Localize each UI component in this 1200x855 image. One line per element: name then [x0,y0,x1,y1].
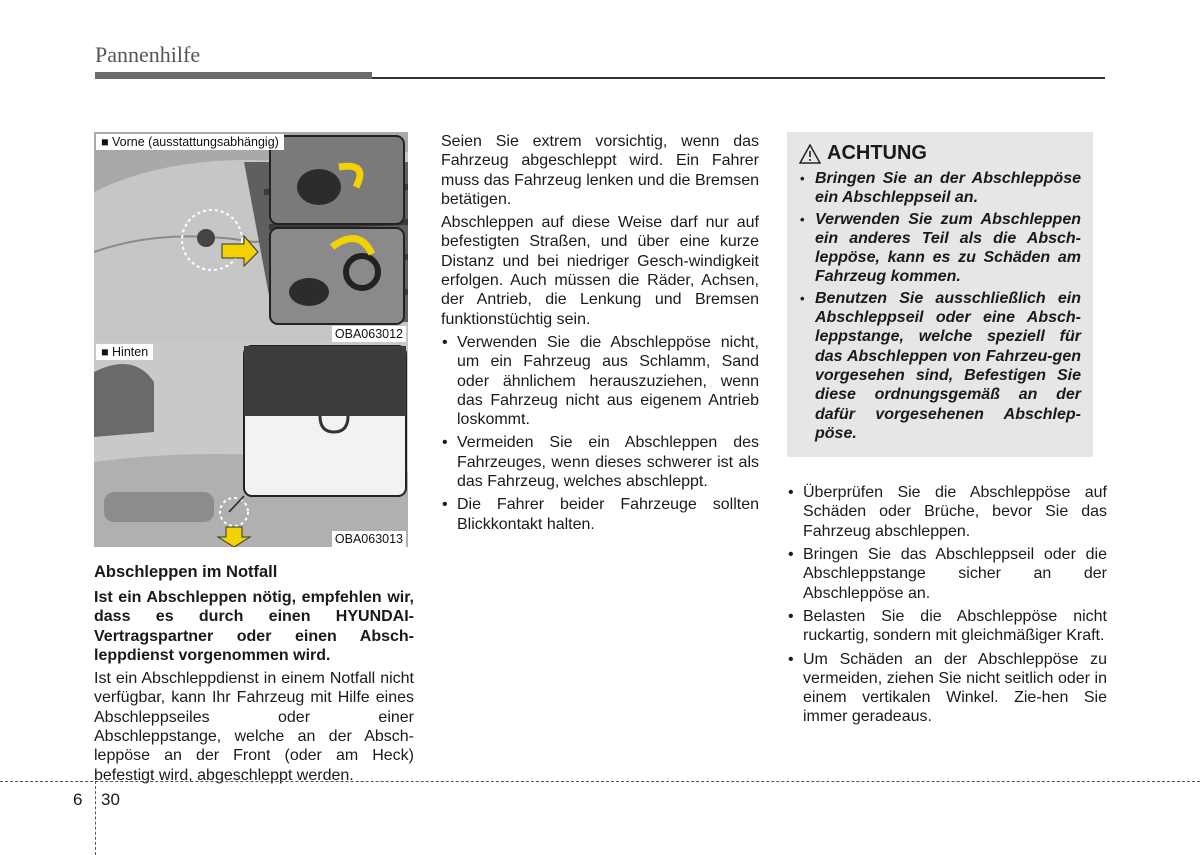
warning-triangle-icon [799,144,821,164]
middle-column [441,132,759,538]
list-item: • Benutzen Sie ausschließlich ein Abschleppseil oder eine Absch-leppstange, welche speziell für das Abschleppen von Fahrzeu-gen vorgesehen sind, Befestigen Sie diese ordnungsgemäß an der dafür vorgesehenen Abschlep-pöse. [799,289,1081,443]
middle-paragraph-1: Seien Sie extrem vorsichtig, wenn das Fahrzeug abgeschleppt wird. Ein Fahrer muss das Fahrzeug lenken und die Bremsen betätigen. [441,133,759,208]
section-intro-bold: Ist ein Abschleppen nötig, empfehlen wir, dass es durch einen HYUNDAI-Vertragspartner oder einen Absch-leppdienst vorgenommen wird. [94,589,414,664]
figure-front-label: ■ Vorne (ausstattungsabhängig) [96,134,284,150]
caution-header [799,142,1081,165]
list-item: • Belasten Sie die Abschleppöse nicht ruckartig, sondern mit gleichmäßiger Kraft. [787,607,1107,646]
page-number: 30 [101,790,120,809]
list-item: • Die Fahrer beider Fahrzeuge sollten Blickkontakt halten. [441,495,759,534]
right-bullet-list [787,483,1107,727]
figure-front-code: OBA063012 [332,326,406,342]
header-rule [372,77,1105,79]
right-column [787,132,1107,731]
list-item: • Um Schäden an der Abschleppöse zu vermeiden, ziehen Sie nicht seitlich oder in einem vertikalen Winkel. Zie-hen Sie immer geradeaus. [787,650,1107,727]
section-heading: Abschleppen im Notfall [94,563,278,581]
figure-rear-tow-hook [94,342,408,547]
figure-rear-code: OBA063013 [332,531,406,547]
left-column [94,132,414,789]
front-bumper-illustration [94,132,408,342]
header-accent-bar [95,72,372,79]
section-intro: Ist ein Abschleppdienst in einem Notfall nicht verfügbar, kann Ihr Fahrzeug mit Hilfe eines Abschleppseiles oder einer Abschleppstange, welche an der Absch-leppöse an der Front (oder am Heck) befestigt wird, abgeschleppt werden. [94,670,414,784]
list-item: • Bringen Sie das Abschleppseil oder die Abschleppstange sicher an der Abschleppöse an. [787,545,1107,603]
footer-divider [0,781,1200,782]
caution-list [799,169,1081,443]
caution-title: ACHTUNG [827,142,927,164]
list-item: • Verwenden Sie zum Abschleppen ein anderes Teil als die Absch-leppöse, kann es zu Schäden am Fahrzeug kommen. [799,210,1081,287]
list-item: • Überprüfen Sie die Abschleppöse auf Schäden oder Brüche, bevor Sie das Fahrzeug abschleppen. [787,483,1107,541]
middle-bullet-list [441,333,759,534]
figure-front-tow-hook [94,132,408,342]
list-item: • Vermeiden Sie ein Abschleppen des Fahrzeuges, wenn dieses schwerer ist als das Fahrzeug, welches abschleppt. [441,433,759,491]
list-item: • Verwenden Sie die Abschleppöse nicht, um ein Fahrzeug aus Schlamm, Sand oder ähnlichem herauszuziehen, wenn das Fahrzeug nicht aus eigenem Antrieb loskommt. [441,333,759,429]
caution-box [787,132,1093,457]
footer-vertical-divider [95,781,96,855]
chapter-number: 6 [73,790,83,809]
rear-bumper-illustration [94,342,408,547]
middle-paragraph-2: Abschleppen auf diese Weise darf nur auf befestigten Straßen, und über eine kurze Distanz und bei niedriger Gesch-windigkeit erfolgen. Auch müssen die Räder, Achsen, der Antrieb, die Lenkung und Bremsen funktionstüchtig sein. [441,214,759,328]
list-item: • Bringen Sie an der Abschleppöse ein Abschleppseil an. [799,169,1081,208]
figure-rear-label: ■ Hinten [96,344,153,360]
page-header-title: Pannenhilfe [95,42,201,67]
